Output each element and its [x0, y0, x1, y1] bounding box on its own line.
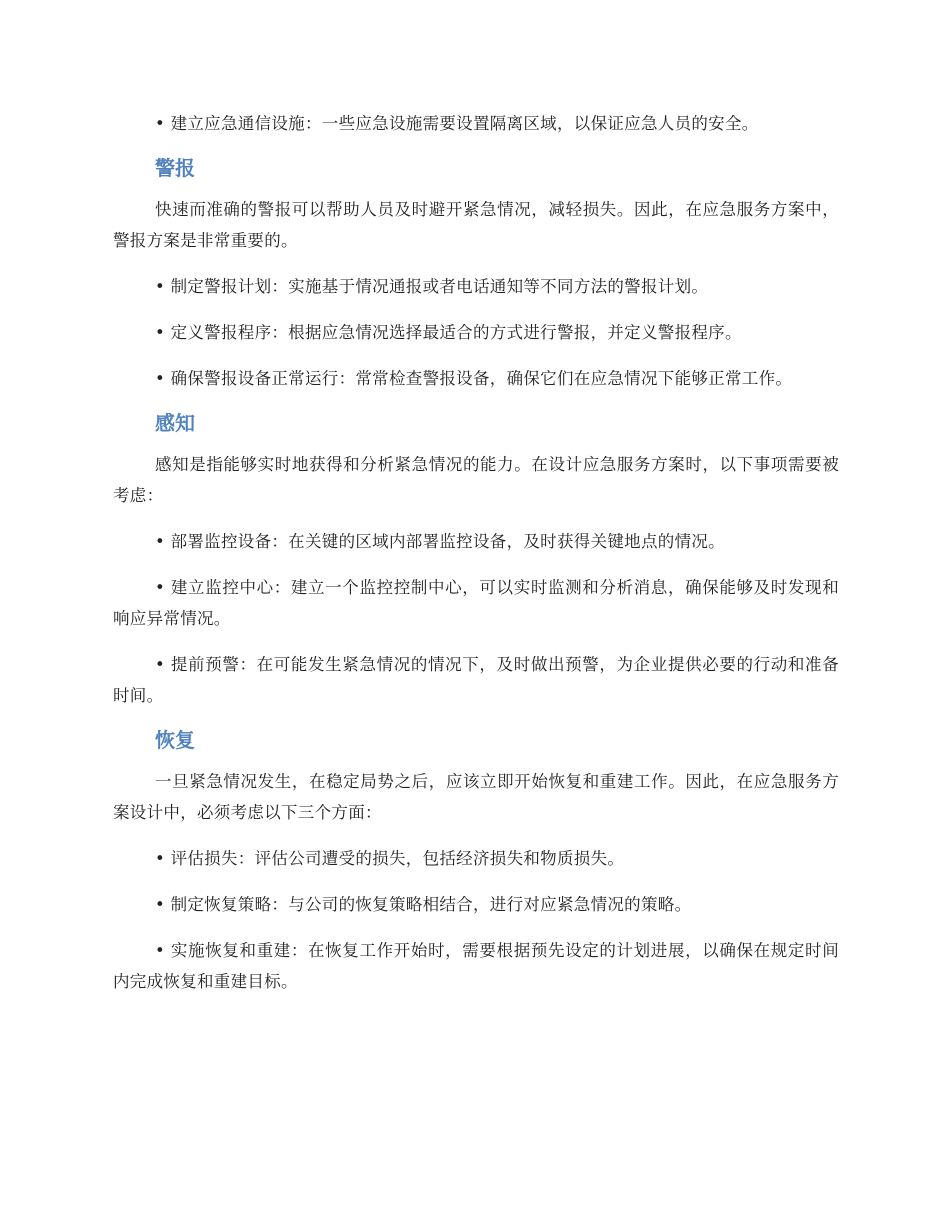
bullet-paragraph: • 建立应急通信设施：一些应急设施需要设置隔离区域，以保证应急人员的安全。	[155, 114, 759, 133]
bullet-paragraph: • 部署监控设备：在关键的区域内部署监控设备，及时获得关键地点的情况。	[155, 532, 725, 551]
body-paragraph: 一旦紧急情况发生，在稳定局势之后，应该立即开始恢复和重建工作。因此，在应急服务方案设计中，必须考虑以下三个方面：	[113, 772, 839, 822]
bullet-paragraph: • 制定警报计划：实施基于情况通报或者电话通知等不同方法的警报计划。	[155, 277, 709, 296]
body-paragraph: 感知是指能够实时地获得和分析紧急情况的能力。在设计应急服务方案时，以下事项需要被考虑：	[113, 455, 839, 505]
section-heading-recovery: 恢复	[155, 728, 195, 752]
section-heading-perception: 感知	[155, 411, 195, 435]
bullet-paragraph: • 实施恢复和重建：在恢复工作开始时，需要根据预先设定的计划进展，以确保在规定时间内完成恢复和重建目标。	[113, 941, 839, 991]
section-heading-alarm: 警报	[155, 156, 195, 180]
bullet-paragraph: • 制定恢复策略：与公司的恢复策略相结合，进行对应紧急情况的策略。	[155, 895, 692, 914]
body-paragraph: 快速而准确的警报可以帮助人员及时避开紧急情况，减轻损失。因此，在应急服务方案中，警报方案是非常重要的。	[113, 200, 839, 250]
bullet-paragraph: • 定义警报程序：根据应急情况选择最适合的方式进行警报，并定义警报程序。	[155, 323, 742, 342]
bullet-paragraph: • 确保警报设备正常运行：常常检查警报设备，确保它们在应急情况下能够正常工作。	[155, 369, 793, 388]
bullet-paragraph: • 提前预警：在可能发生紧急情况的情况下，及时做出预警，为企业提供必要的行动和准备时间。	[113, 655, 839, 705]
document-page	[113, 108, 839, 1012]
bullet-paragraph: • 评估损失：评估公司遭受的损失，包括经济损失和物质损失。	[155, 849, 625, 868]
bullet-paragraph: • 建立监控中心：建立一个监控控制中心，可以实时监测和分析消息，确保能够及时发现和响应异常情况。	[113, 578, 839, 628]
